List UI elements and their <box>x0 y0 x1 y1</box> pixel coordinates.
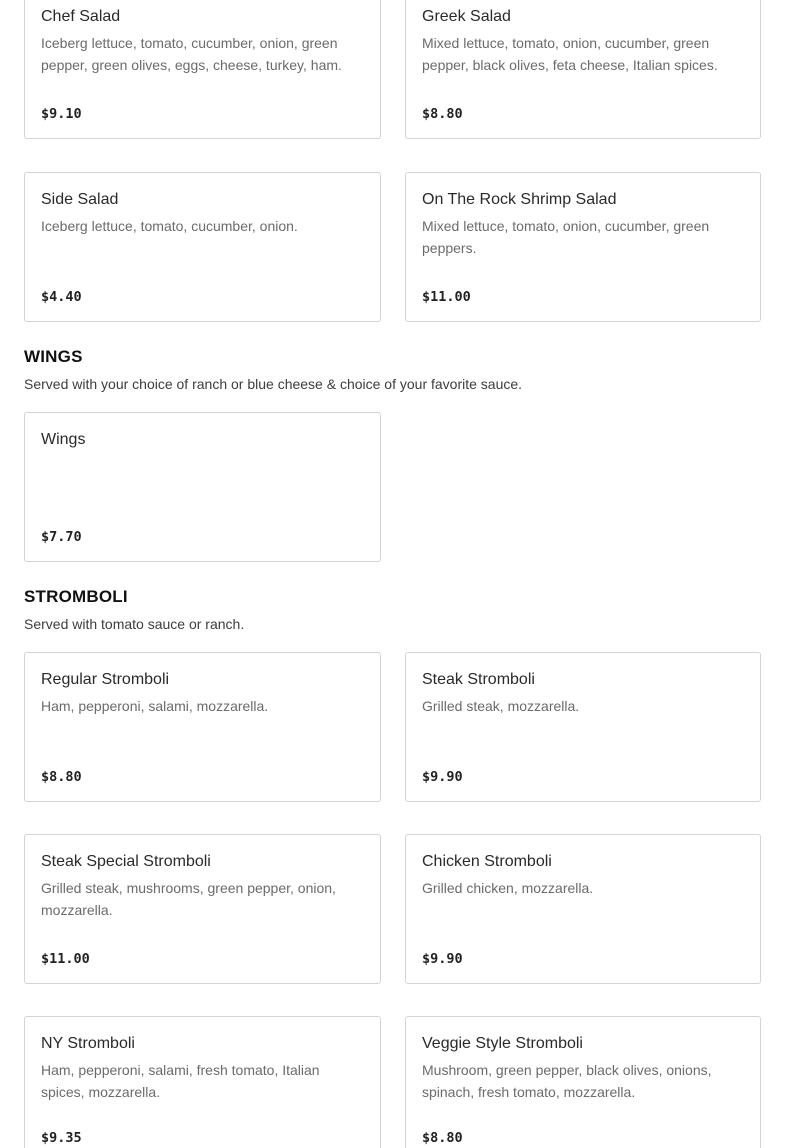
menu-item-description: Ham, pepperoni, salami, fresh tomato, Italian spices, mozzarella. <box>41 1062 320 1100</box>
menu-item-price: $7.70 <box>41 529 82 545</box>
menu-item-name: Regular Stromboli <box>41 671 170 688</box>
section-description-wings: Served with your choice of ranch or blue cheese & choice of your favorite sauce. <box>24 376 523 392</box>
menu-item-description: Grilled steak, mushrooms, green pepper, onion, mozzarella. <box>41 880 336 918</box>
menu-item-name: Chicken Stromboli <box>422 853 552 870</box>
menu-item-description: Grilled steak, mozzarella. <box>422 698 580 714</box>
menu-item-name: Side Salad <box>41 191 119 208</box>
menu-item-price: $4.40 <box>41 289 82 305</box>
menu-item-description: Iceberg lettuce, tomato, cucumber, onion. <box>41 218 298 234</box>
menu-item-price: $8.80 <box>422 1130 463 1146</box>
menu-item-card[interactable] <box>405 652 761 802</box>
menu-item-description: Mushroom, green pepper, black olives, onions, spinach, fresh tomato, mozzarella. <box>422 1062 712 1100</box>
menu-item-card[interactable] <box>24 1016 381 1148</box>
menu-item-card[interactable] <box>24 0 381 139</box>
menu-item-price: $9.35 <box>41 1130 82 1146</box>
menu-item-card[interactable] <box>24 172 381 322</box>
menu-item-card[interactable] <box>24 834 381 984</box>
menu-item-price: $11.00 <box>422 289 471 305</box>
menu-item-description: Ham, pepperoni, salami, mozzarella. <box>41 698 269 714</box>
menu-item-description: Grilled chicken, mozzarella. <box>422 880 594 896</box>
menu-item-price: $8.80 <box>41 769 82 785</box>
menu-item-name: Steak Special Stromboli <box>41 853 211 870</box>
menu-item-card[interactable] <box>405 0 761 139</box>
section-description-stromboli: Served with tomato sauce or ranch. <box>24 616 245 632</box>
section-title-wings: WINGS <box>24 347 83 366</box>
menu-item-price: $9.90 <box>422 769 463 785</box>
menu-item-name: Wings <box>41 431 86 448</box>
menu-item-card[interactable] <box>405 834 761 984</box>
section-title-stromboli: STROMBOLI <box>24 587 128 606</box>
menu-item-description: Mixed lettuce, tomato, onion, cucumber, green pepper, black olives, feta cheese, Italian spices. <box>422 35 718 73</box>
menu-item-card[interactable] <box>24 412 381 562</box>
menu-item-name: Steak Stromboli <box>422 671 535 688</box>
menu-item-card[interactable] <box>405 172 761 322</box>
menu-item-description: Iceberg lettuce, tomato, cucumber, onion, green pepper, green olives, eggs, cheese, turkey, ham. <box>41 35 342 73</box>
menu-item-price: $8.80 <box>422 106 463 122</box>
menu-item-card[interactable] <box>405 1016 761 1148</box>
menu-item-name: NY Stromboli <box>41 1035 135 1052</box>
menu-item-name: Veggie Style Stromboli <box>422 1035 583 1052</box>
menu-item-price: $9.90 <box>422 951 463 967</box>
menu-item-card[interactable] <box>24 652 381 802</box>
menu-item-price: $9.10 <box>41 106 82 122</box>
menu-item-description: Mixed lettuce, tomato, onion, cucumber, green peppers. <box>422 218 710 256</box>
menu-item-price: $11.00 <box>41 951 90 967</box>
menu-item-name: Chef Salad <box>41 8 121 25</box>
menu-item-name: Greek Salad <box>422 8 511 25</box>
menu-item-name: On The Rock Shrimp Salad <box>422 191 617 208</box>
